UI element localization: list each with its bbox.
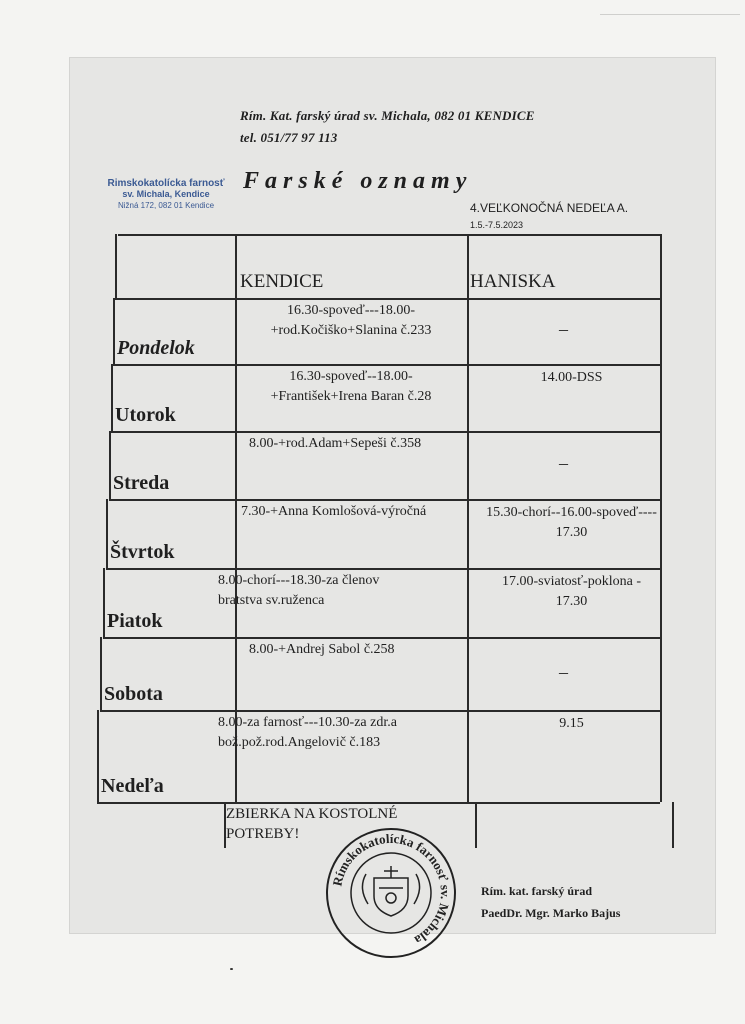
kendice-entry — [235, 301, 467, 341]
day-label: Streda — [113, 472, 170, 494]
paper-speck — [230, 968, 233, 970]
haniska-line: 17.00-sviatosť-poklona - — [502, 574, 641, 589]
table-rule — [100, 637, 102, 711]
collection-notice-line: POTREBY! — [226, 826, 300, 842]
parish-office-line: Rím. Kat. farský úrad sv. Michala, 082 01 KENDICE — [240, 108, 535, 123]
day-label: Sobota — [104, 683, 163, 705]
table-rule — [111, 364, 113, 432]
empty-dash: – — [559, 661, 568, 682]
stamp-line-1: Rimskokatolícka farnosť — [107, 178, 225, 189]
table-rule — [106, 568, 660, 570]
stamp-line-2: sv. Michala, Kendice — [122, 189, 210, 199]
table-rule — [103, 637, 660, 639]
day-label: Pondelok — [117, 337, 195, 359]
kendice-line: +rod.Kočiško+Slanina č.233 — [270, 323, 432, 338]
column-header-haniska: HANISKA — [470, 271, 556, 292]
kendice-line: 8.00-chorí---18.30-za členov — [218, 573, 380, 588]
coat-of-arms-icon — [362, 866, 419, 916]
table-rule — [113, 364, 660, 366]
phone-line: tel. 051/77 97 113 — [240, 130, 338, 145]
haniska-entry — [473, 503, 670, 543]
table-rule — [115, 298, 660, 300]
table-rule — [109, 431, 111, 500]
day-label: Piatok — [107, 610, 163, 632]
sunday-label: 4.VEĽKONOČNÁ NEDEĽA A. — [470, 201, 629, 215]
day-label: Nedeľa — [101, 775, 164, 797]
collection-notice-line: ZBIERKA NA KOSTOLNÉ — [226, 806, 398, 822]
empty-dash: – — [559, 453, 568, 473]
svg-text:Rímskokatolícka farnosť sv. Mi — [329, 831, 453, 948]
kendice-line: bratstva sv.ruženca — [218, 593, 325, 608]
kendice-entry — [249, 640, 481, 660]
haniska-line: 15.30-chorí--16.00-spoveď---- — [486, 505, 657, 520]
haniska-line: 17.30 — [555, 525, 588, 540]
haniska-line: 9.15 — [559, 716, 584, 731]
kendice-line: 16.30-spoveď--18.00- — [289, 369, 413, 384]
kendice-line: 16.30-spoveď---18.00- — [286, 303, 416, 318]
table-rule — [672, 802, 674, 848]
table-rule — [111, 431, 660, 433]
kendice-entry — [235, 367, 467, 407]
table-rule — [115, 234, 117, 299]
haniska-line: 17.30 — [555, 594, 588, 609]
table-rule — [118, 234, 660, 236]
signature-office: Rím. kat. farský úrad — [481, 884, 593, 898]
stamp-line-3: Nižná 172, 082 01 Kendice — [117, 201, 215, 210]
table-rule — [100, 710, 660, 712]
round-seal — [324, 826, 458, 960]
kendice-entry — [249, 434, 481, 454]
kendice-entry — [241, 502, 473, 522]
kendice-line: 8.00-za farnosť---10.30-za zdr.a — [218, 715, 397, 730]
kendice-entry — [218, 713, 450, 753]
kendice-line: bož.pož.rod.Angelovič č.183 — [218, 735, 381, 750]
table-rule — [106, 499, 108, 569]
day-label: Štvrtok — [110, 541, 175, 563]
haniska-entry — [473, 572, 670, 612]
table-rule — [113, 298, 115, 365]
kendice-line: 8.00-+rod.Adam+Sepeši č.358 — [249, 436, 422, 451]
column-header-kendice: KENDICE — [240, 271, 324, 292]
seal-graphic — [324, 826, 458, 960]
kendice-line: 7.30-+Anna Komlošová-výročná — [241, 504, 427, 519]
kendice-line: 8.00-+Andrej Sabol č.258 — [249, 642, 395, 657]
signature-name: PaedDr. Mgr. Marko Bajus — [481, 906, 621, 920]
kendice-entry — [218, 571, 450, 611]
haniska-line: 14.00-DSS — [540, 370, 603, 385]
table-rule — [97, 710, 99, 803]
day-label: Utorok — [115, 404, 176, 426]
seal-text: Rímskokatolícka farnosť sv. Michala — [329, 830, 454, 949]
kendice-line: +František+Irena Baran č.28 — [270, 389, 432, 404]
haniska-entry — [473, 714, 670, 734]
table-rule — [109, 499, 660, 501]
date-range: 1.5.-7.5.2023 — [470, 220, 524, 230]
empty-dash: – — [559, 319, 568, 339]
scan-edge-line — [600, 14, 740, 15]
table-rule — [103, 568, 105, 638]
table-rule — [475, 802, 477, 848]
page-title: Farské oznamy — [243, 168, 473, 194]
haniska-entry — [473, 368, 670, 388]
